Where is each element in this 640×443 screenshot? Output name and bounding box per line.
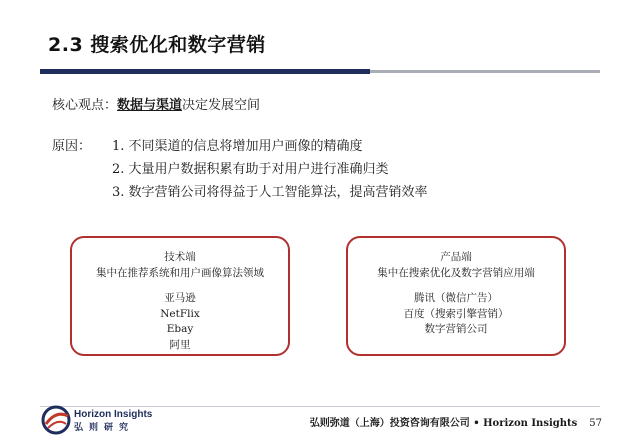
core-emphasis: 数据与渠道 [117, 98, 183, 113]
footer-company [310, 414, 602, 429]
core-label: 核心观点： [52, 98, 118, 113]
reason-label: 原因： [52, 139, 92, 154]
logo-cn: 弘则研究 [74, 422, 135, 432]
title-underline-bar-gray [370, 70, 600, 73]
slide-title: 2.3 搜索优化和数字营销 [48, 34, 266, 56]
box-item: 百度（搜索引擎营销） [403, 307, 509, 320]
box-item: 亚马逊 [164, 292, 196, 304]
box-item: 阿里 [169, 338, 191, 351]
product-side-box [346, 236, 566, 356]
box-item: 腾讯（微信广告） [414, 292, 498, 304]
footer-divider [40, 406, 600, 407]
reason-item: 3. 数字营销公司将得益于人工智能算法，提高营销效率 [112, 185, 428, 200]
core-viewpoint [52, 94, 260, 113]
reason-item: 2. 大量用户数据积累有助于对用户进行准确归类 [112, 162, 389, 177]
box-heading: 产品端 [440, 251, 472, 263]
footer-company-name: 弘则弥道（上海）投资咨询有限公司 • Horizon Insights [309, 418, 578, 429]
box-heading: 技术端 [164, 251, 196, 263]
box-item: 数字营销公司 [424, 323, 488, 335]
box-item: NetFlix [160, 307, 200, 320]
box-item: Ebay [166, 323, 194, 335]
logo-name: Horizon Insights [74, 409, 153, 420]
page-number: 57 [589, 418, 602, 429]
reason-item: 1. 不同渠道的信息将增加用户画像的精确度 [112, 139, 363, 154]
tech-side-box [70, 236, 290, 356]
box-subheading: 集中在推荐系统和用户画像算法领域 [96, 266, 264, 279]
reason-list [112, 135, 428, 204]
logo-text [74, 409, 152, 433]
core-rest: 决定发展空间 [182, 98, 261, 113]
box-subheading: 集中在搜索优化及数字营销应用端 [377, 266, 535, 279]
title-underline-bar [40, 69, 370, 74]
